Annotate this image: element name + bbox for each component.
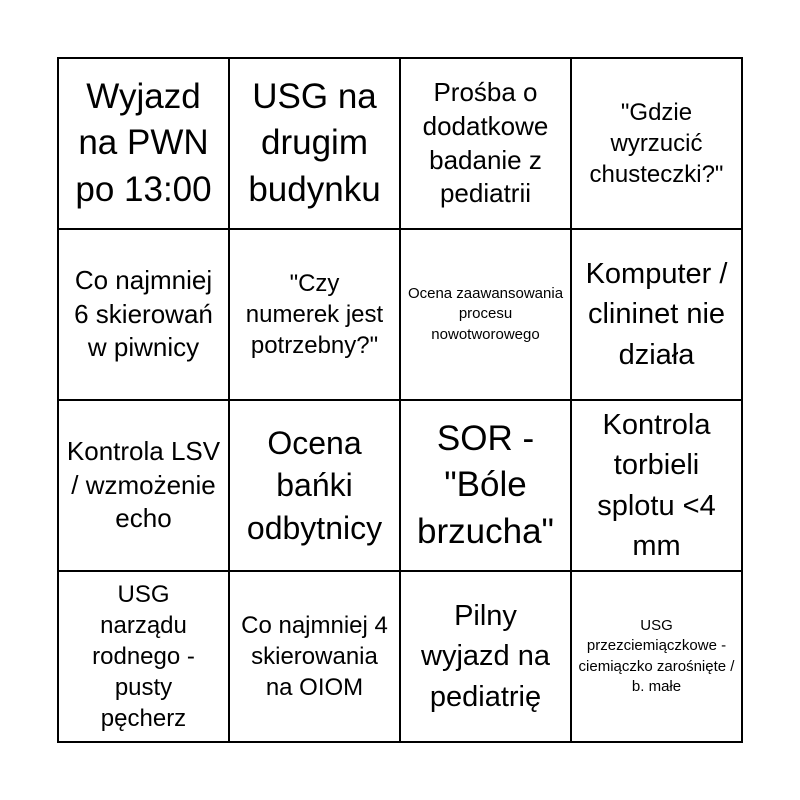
cell-text: Ocena zaawansowania procesu nowotworowego — [407, 285, 564, 343]
cell-text: "Czy numerek jest potrzebny?" — [245, 269, 384, 360]
bingo-cell[interactable] — [400, 571, 571, 742]
cell-text: USG przezciemiączkowe - ciemiączko zarośnięte / b. małe — [578, 617, 735, 695]
bingo-cell[interactable] — [58, 229, 229, 400]
cell-text: Kontrola torbieli splotu <4 mm — [597, 409, 716, 562]
cell-text: USG na drugim budynku — [248, 77, 381, 209]
bingo-cell[interactable] — [400, 58, 571, 229]
bingo-cell[interactable] — [229, 58, 400, 229]
cell-text: Komputer / clininet nie działa — [585, 258, 728, 371]
cell-text: Co najmniej 6 skierowań w piwnicy — [74, 264, 213, 363]
cell-text: Kontrola LSV / wzmożenie echo — [66, 435, 221, 534]
cell-text: Pilny wyjazd na pediatrię — [421, 600, 550, 713]
cell-text: USG narządu rodnego - pusty pęcherz — [92, 580, 195, 733]
bingo-cell[interactable] — [571, 229, 742, 400]
bingo-cell[interactable] — [58, 58, 229, 229]
bingo-cell[interactable] — [229, 571, 400, 742]
cell-text: Ocena bańki odbytnicy — [246, 425, 383, 546]
bingo-cell[interactable] — [229, 229, 400, 400]
bingo-cell[interactable] — [400, 400, 571, 571]
bingo-cell[interactable] — [229, 400, 400, 571]
bingo-board — [57, 57, 743, 743]
cell-text: Wyjazd na PWN po 13:00 — [75, 77, 212, 209]
cell-text: "Gdzie wyrzucić chusteczki?" — [589, 98, 724, 189]
bingo-cell[interactable] — [571, 58, 742, 229]
bingo-cell[interactable] — [571, 571, 742, 742]
bingo-cell[interactable] — [58, 400, 229, 571]
bingo-cell[interactable] — [400, 229, 571, 400]
cell-text: SOR - "Bóle brzucha" — [417, 419, 554, 551]
bingo-cell[interactable] — [571, 400, 742, 571]
bingo-cell[interactable] — [58, 571, 229, 742]
cell-text: Prośba o dodatkowe badanie z pediatrii — [422, 76, 549, 209]
cell-text: Co najmniej 4 skierowania na OIOM — [241, 611, 388, 702]
